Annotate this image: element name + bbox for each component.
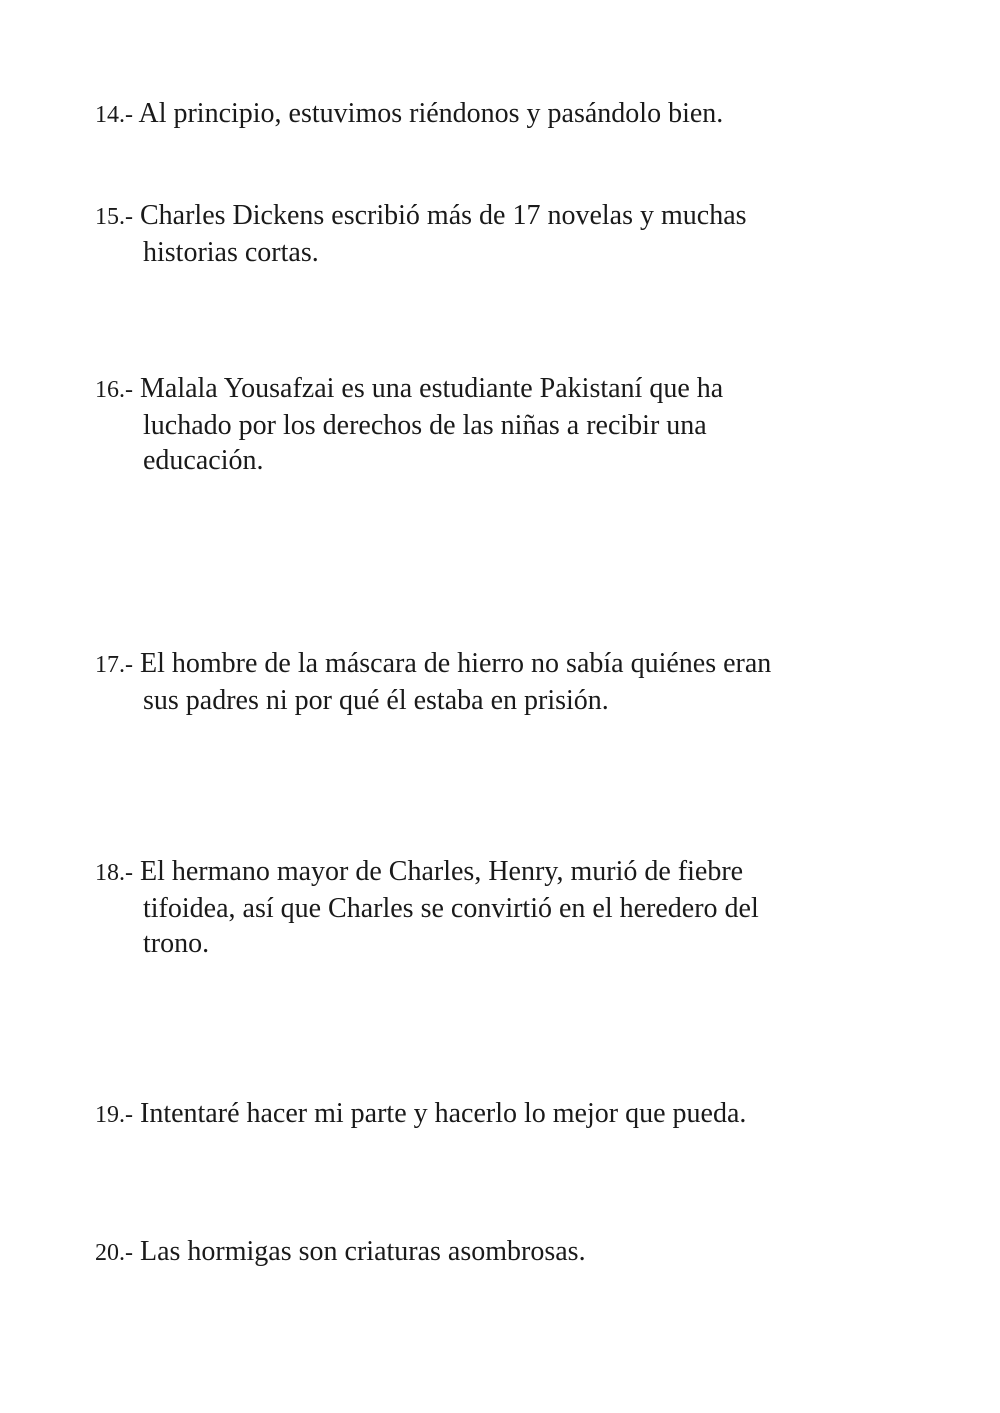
sentence-item-15 xyxy=(95,198,915,270)
sentence-text: Las hormigas son criaturas asombrosas. xyxy=(140,1236,586,1267)
sentence-line xyxy=(95,854,915,891)
sentence-text: El hombre de la máscara de hierro no sabía quiénes eran xyxy=(140,648,772,679)
sentence-item-20 xyxy=(95,1234,915,1271)
sentence-text: Al principio, estuvimos riéndonos y pasándolo bien. xyxy=(138,98,724,129)
item-number: 14.- xyxy=(95,102,133,128)
item-number: 20.- xyxy=(95,1240,133,1266)
sentence-text: El hermano mayor de Charles, Henry, murió de fiebre xyxy=(140,856,744,887)
item-number: 18.- xyxy=(95,860,133,886)
sentence-item-14 xyxy=(95,96,915,133)
item-number: 16.- xyxy=(95,377,133,403)
sentence-item-19 xyxy=(95,1096,915,1133)
sentence-line xyxy=(95,198,915,235)
sentence-item-17 xyxy=(95,646,915,718)
sentence-line xyxy=(95,1096,915,1133)
sentence-line: sus padres ni por qué él estaba en prisión. xyxy=(143,685,609,716)
sentence-line xyxy=(95,96,915,133)
sentence-line: trono. xyxy=(143,928,210,959)
sentence-line xyxy=(95,646,915,683)
sentence-line: historias cortas. xyxy=(143,237,319,268)
item-number: 17.- xyxy=(95,652,133,678)
sentence-line xyxy=(95,1234,915,1271)
sentence-text: Malala Yousafzai es una estudiante Pakistaní que ha xyxy=(140,373,724,404)
sentence-text: Intentaré hacer mi parte y hacerlo lo mejor que pueda. xyxy=(140,1098,747,1129)
sentence-item-18 xyxy=(95,854,915,961)
item-number: 19.- xyxy=(95,1102,133,1128)
sentence-line: educación. xyxy=(143,445,264,476)
item-number: 15.- xyxy=(95,204,133,230)
sentence-line: tifoidea, así que Charles se convirtió en el heredero del xyxy=(143,893,759,924)
sentence-line: luchado por los derechos de las niñas a recibir una xyxy=(143,410,707,441)
sentence-text: Charles Dickens escribió más de 17 novelas y muchas xyxy=(140,200,747,231)
sentence-item-16 xyxy=(95,371,915,478)
sentence-line xyxy=(95,371,915,408)
